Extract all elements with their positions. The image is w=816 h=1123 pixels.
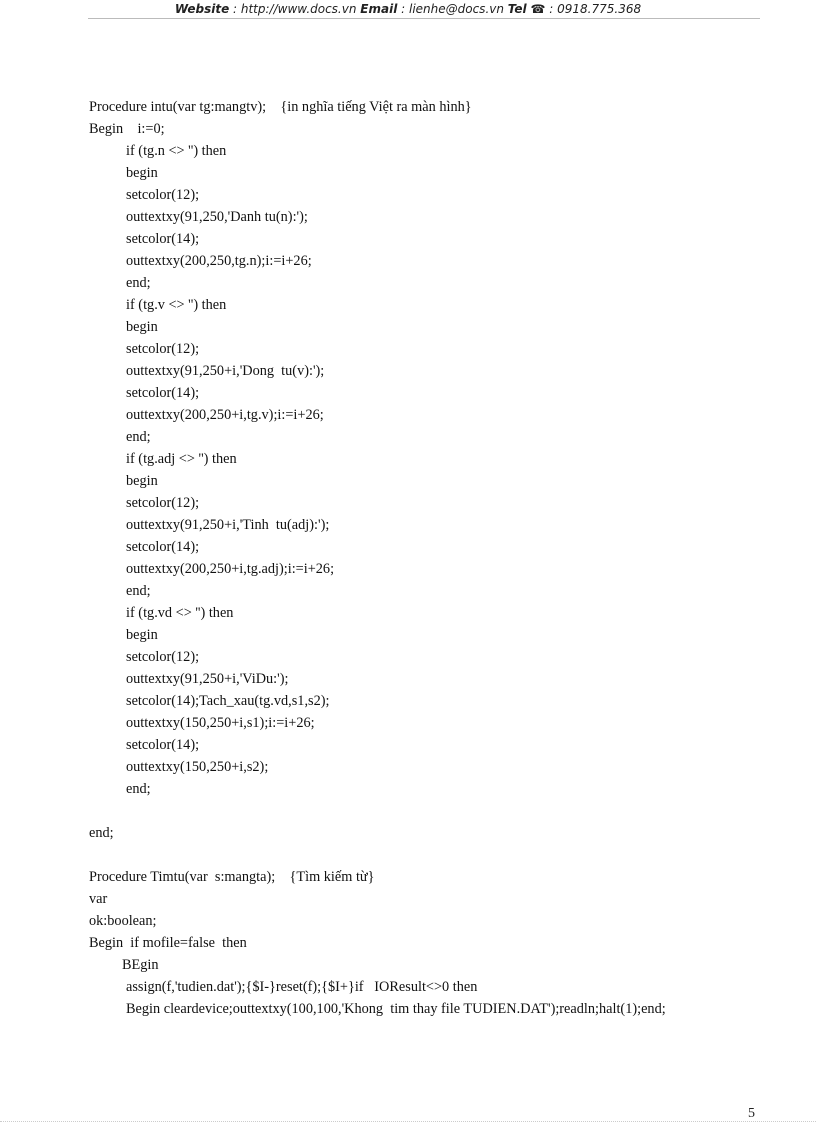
code-line: Procedure Timtu(var s:mangta); {Tìm kiếm từ} [89, 869, 375, 885]
blank-line [89, 844, 769, 866]
code-line: begin [126, 165, 158, 181]
code-line: begin [126, 627, 158, 643]
page-header [0, 0, 816, 18]
code-line: if (tg.n <> '') then [126, 143, 227, 159]
code-line: end; [126, 781, 151, 797]
page-number: 5 [748, 1106, 755, 1121]
code-line: end; [126, 583, 151, 599]
code-line: outtextxy(200,250,tg.n);i:=i+26; [126, 253, 312, 269]
code-line: setcolor(14); [126, 231, 200, 247]
code-line: if (tg.v <> '') then [126, 297, 227, 313]
code-line: end; [89, 825, 114, 841]
code-line: outtextxy(91,250+i,'Dong tu(v):'); [126, 363, 325, 379]
code-line: Begin if mofile=false then [89, 935, 247, 951]
code-line: setcolor(12); [126, 187, 200, 203]
code-line: Begin i:=0; [89, 121, 165, 137]
code-line: setcolor(14);Tach_xau(tg.vd,s1,s2); [126, 693, 330, 709]
website-value: : http://www.docs.vn [229, 2, 361, 16]
email-label: Email [360, 2, 398, 16]
code-line: end; [126, 275, 151, 291]
code-line: outtextxy(150,250+i,s1);i:=i+26; [126, 715, 315, 731]
code-line: BEgin [122, 957, 159, 973]
code-listing [89, 96, 769, 1020]
code-line: outtextxy(91,250+i,'ViDu:'); [126, 671, 289, 687]
code-line: setcolor(12); [126, 649, 200, 665]
email-value: : lienhe@docs.vn [397, 2, 508, 16]
code-line: outtextxy(200,250+i,tg.adj);i:=i+26; [126, 561, 335, 577]
code-line: Procedure intu(var tg:mangtv); {in nghĩa tiếng Việt ra màn hình} [89, 99, 472, 115]
code-line: setcolor(14); [126, 539, 200, 555]
code-line: begin [126, 319, 158, 335]
code-line: setcolor(12); [126, 495, 200, 511]
code-line: outtextxy(91,250+i,'Tinh tu(adj):'); [126, 517, 330, 533]
code-line: end; [126, 429, 151, 445]
phone-icon: ☎ [530, 2, 546, 16]
code-line: var [89, 891, 108, 907]
code-line: setcolor(14); [126, 385, 200, 401]
code-line: begin [126, 473, 158, 489]
code-line: outtextxy(91,250,'Danh tu(n):'); [126, 209, 308, 225]
code-line: outtextxy(150,250+i,s2); [126, 759, 269, 775]
code-line: outtextxy(200,250+i,tg.v);i:=i+26; [126, 407, 324, 423]
tel-label: Tel [507, 2, 527, 16]
tel-value: : 0918.775.368 [545, 2, 642, 16]
code-line: ok:boolean; [89, 913, 157, 929]
code-line: setcolor(14); [126, 737, 200, 753]
blank-line [89, 800, 769, 822]
code-line: setcolor(12); [126, 341, 200, 357]
code-line: if (tg.adj <> '') then [126, 451, 237, 467]
footer-divider [0, 1121, 816, 1122]
code-line: Begin cleardevice;outtextxy(100,100,'Khong tim thay file TUDIEN.DAT');readln;halt(1);end; [126, 1001, 666, 1017]
website-label: Website [174, 2, 230, 16]
code-line: assign(f,'tudien.dat');{$I-}reset(f);{$I+}if IOResult<>0 then [126, 979, 478, 995]
header-divider [88, 18, 760, 19]
code-line: if (tg.vd <> '') then [126, 605, 234, 621]
